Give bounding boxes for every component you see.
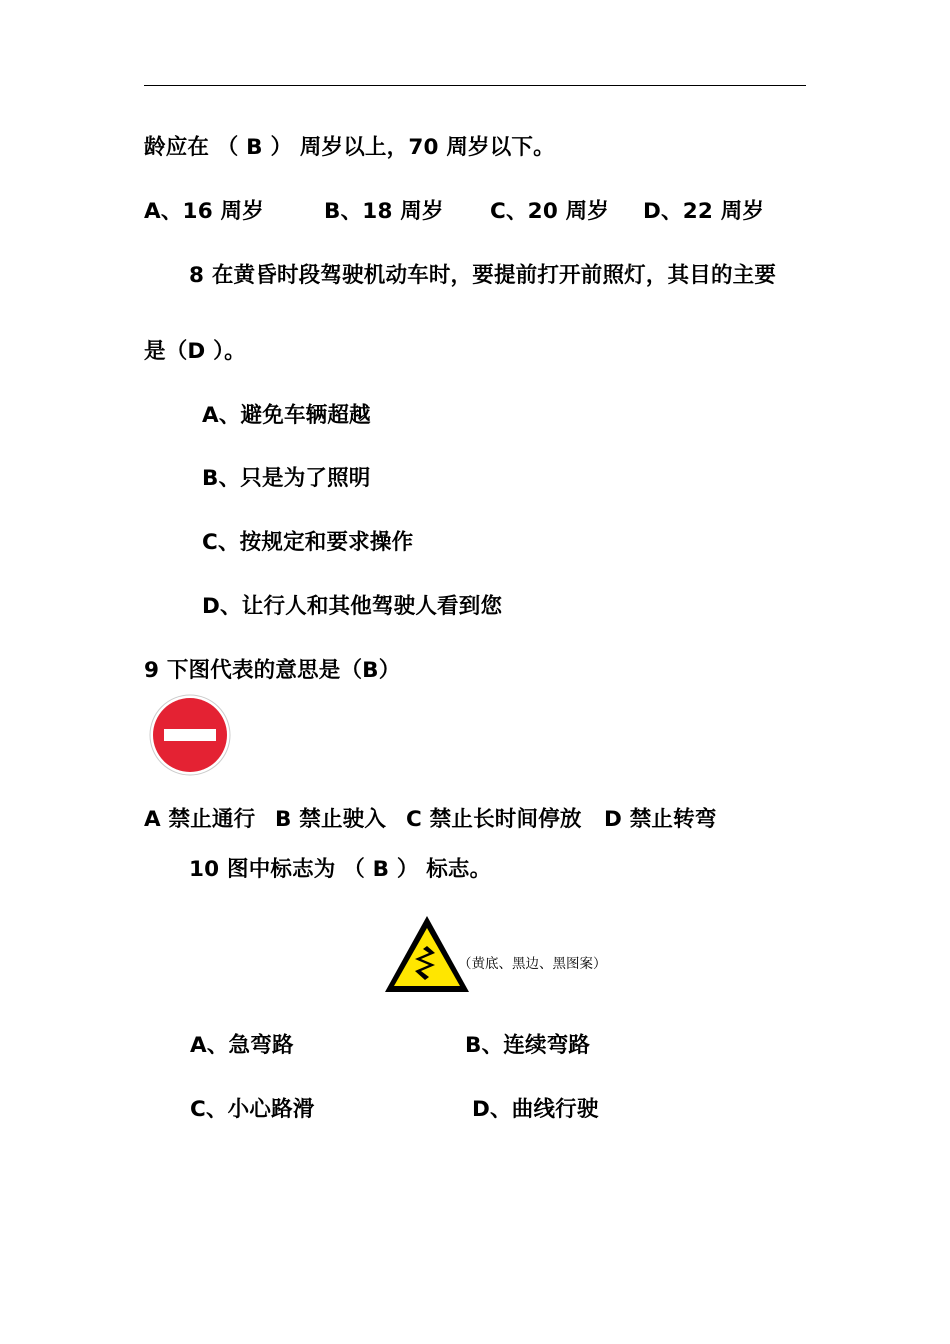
q10-option-b: B、连续弯路 bbox=[465, 1033, 591, 1058]
q9-option-b: B 禁止驶入 bbox=[275, 807, 387, 832]
q10-option-c: C、小心路滑 bbox=[190, 1097, 315, 1122]
q8-option-b: B、只是为了照明 bbox=[202, 466, 371, 491]
q7-option-c: C、20 周岁 bbox=[490, 199, 610, 224]
q10-option-d: D、曲线行驶 bbox=[472, 1097, 599, 1122]
header-rule bbox=[144, 85, 806, 86]
q10-stem: 10 图中标志为 （ B ） 标志。 bbox=[189, 857, 492, 882]
q7-stem-continuation: 龄应在 （ B ） 周岁以上，70 周岁以下。 bbox=[144, 135, 555, 160]
q10-option-a: A、急弯路 bbox=[190, 1033, 294, 1058]
q8-stem-continuation: 是（D ）。 bbox=[144, 339, 246, 364]
q8-option-a: A、避免车辆超越 bbox=[202, 403, 371, 428]
q7-option-d: D、22 周岁 bbox=[643, 199, 765, 224]
q9-option-a: A 禁止通行 bbox=[144, 807, 256, 832]
q7-option-b: B、18 周岁 bbox=[324, 199, 444, 224]
q9-option-d: D 禁止转弯 bbox=[604, 807, 717, 832]
q8-stem: 8 在黄昏时段驾驶机动车时，要提前打开前照灯，其目的主要 bbox=[189, 263, 777, 288]
winding-road-warning-sign-icon bbox=[382, 913, 472, 995]
q9-stem: 9 下图代表的意思是（B） bbox=[144, 658, 401, 683]
q7-option-a: A、16 周岁 bbox=[144, 199, 264, 224]
q8-option-c: C、按规定和要求操作 bbox=[202, 530, 414, 555]
q8-option-d: D、让行人和其他驾驶人看到您 bbox=[202, 594, 503, 619]
q9-option-c: C 禁止长时间停放 bbox=[406, 807, 582, 832]
q10-sign-caption: （黄底、黑边、黑图案） bbox=[458, 956, 607, 972]
no-entry-sign-icon bbox=[148, 693, 232, 777]
